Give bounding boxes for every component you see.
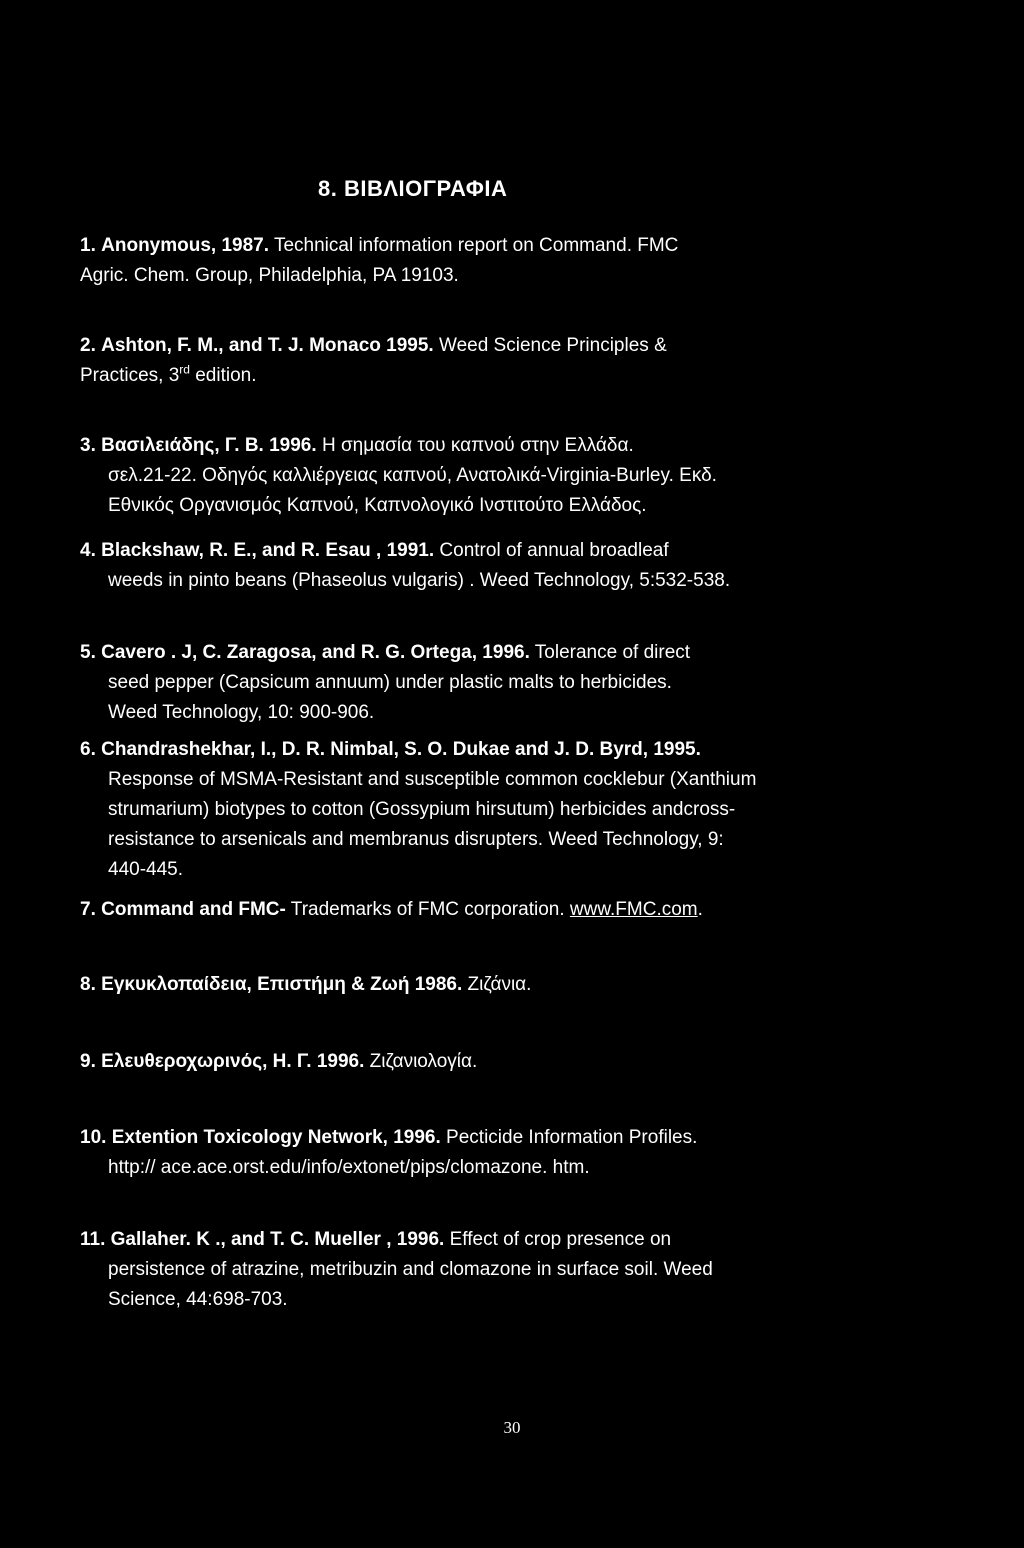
ref-superscript: rd	[179, 362, 190, 377]
ref-number: 3.	[80, 435, 96, 456]
ref-number: 4.	[80, 540, 96, 561]
fmc-website-link[interactable]: www.FMC.com	[569, 899, 698, 920]
ref-number: 8.	[80, 974, 96, 995]
ref-text: Η σημασία του καπνού στην Ελλάδα.	[321, 435, 634, 456]
page-title: 8. ΒΙΒΛΙΟΓΡΑΦΙΑ	[318, 176, 508, 201]
ref-text: http:// ace.ace.orst.edu/info/extonet/pips/clomazone. htm.	[108, 1157, 590, 1178]
ref-text: edition.	[189, 365, 257, 386]
ref-authors: Command and FMC-	[101, 899, 286, 920]
ref-text: persistence of atrazine, metribuzin and clomazone in surface soil. Weed	[108, 1259, 713, 1280]
ref-authors: Βασιλειάδης, Γ. Β. 1996.	[101, 435, 317, 456]
ref-text: strumarium) biotypes to cotton (Gossypium hirsutum) herbicides andcross-	[108, 799, 736, 820]
ref-text: seed pepper (Capsicum annuum) under plastic malts to herbicides.	[108, 672, 672, 693]
ref-number: 10.	[80, 1127, 107, 1148]
ref-text: weeds in pinto beans (Phaseolus vulgaris) . Weed Technology, 5:532-538.	[108, 570, 731, 591]
reference-2	[80, 331, 820, 391]
reference-10	[80, 1123, 820, 1183]
reference-8	[80, 970, 820, 1000]
ref-authors: Gallaher. K ., and T. C. Mueller , 1996.	[110, 1229, 445, 1250]
ref-text: Εθνικός Οργανισμός Καπνού, Καπνολογικό Ινστιτούτο Ελλάδος.	[108, 495, 647, 516]
ref-text: .	[697, 899, 703, 920]
ref-number: 1.	[80, 235, 96, 256]
ref-text: resistance to arsenicals and membranus disrupters. Weed Technology, 9:	[108, 829, 724, 850]
ref-text: Agric. Chem. Group, Philadelphia, PA 19103.	[80, 265, 459, 286]
reference-4	[80, 536, 820, 596]
ref-text: Practices, 3	[80, 365, 180, 386]
ref-authors: Extention Toxicology Network, 1996.	[111, 1127, 441, 1148]
ref-text: Pecticide Information Profiles.	[446, 1127, 698, 1148]
reference-5	[80, 638, 820, 728]
ref-text: Control of annual broadleaf	[439, 540, 669, 561]
ref-authors: Εγκυκλοπαίδεια, Επιστήμη & Ζωή 1986.	[101, 974, 463, 995]
ref-text: σελ.21-22. Οδηγός καλλιέργειας καπνού, Ανατολικά-Virginia-Burley. Εκδ.	[108, 465, 717, 486]
ref-authors: Anonymous, 1987.	[101, 235, 270, 256]
ref-number: 7.	[80, 899, 96, 920]
ref-text: Effect of crop presence on	[449, 1229, 672, 1250]
reference-1	[80, 231, 820, 291]
reference-11	[80, 1225, 820, 1315]
ref-authors: Ashton, F. M., and T. J. Monaco 1995.	[101, 335, 434, 356]
ref-authors: Chandrashekhar, I., D. R. Nimbal, S. O. Dukae and J. D. Byrd, 1995.	[101, 739, 701, 760]
ref-text: Ζιζάνια.	[467, 974, 532, 995]
ref-text: Weed Technology, 10: 900-906.	[108, 702, 375, 723]
ref-text: Ζιζανιολογία.	[369, 1051, 478, 1072]
page-number: 30	[503, 1418, 521, 1437]
reference-9	[80, 1047, 820, 1077]
ref-authors: Cavero . J, C. Zaragosa, and R. G. Ortega, 1996.	[101, 642, 530, 663]
ref-text: Science, 44:698-703.	[108, 1289, 288, 1310]
ref-number: 6.	[80, 739, 96, 760]
ref-number: 9.	[80, 1051, 96, 1072]
ref-number: 2.	[80, 335, 96, 356]
reference-3	[80, 431, 820, 521]
ref-text: Trademarks of FMC corporation.	[290, 899, 565, 920]
ref-text: Tolerance of direct	[534, 642, 691, 663]
ref-authors: Ελευθεροχωρινός, Η. Γ. 1996.	[101, 1051, 365, 1072]
ref-text: Response of MSMA-Resistant and susceptible common cocklebur (Xanthium	[108, 769, 757, 790]
ref-text: 440-445.	[108, 859, 184, 880]
ref-number: 11.	[80, 1229, 106, 1250]
ref-authors: Blackshaw, R. E., and R. Esau , 1991.	[101, 540, 435, 561]
ref-number: 5.	[80, 642, 96, 663]
reference-7	[80, 895, 820, 925]
ref-text: Weed Science Principles &	[438, 335, 667, 356]
ref-text: Technical information report on Command. FMC	[273, 235, 679, 256]
reference-6	[80, 735, 820, 885]
